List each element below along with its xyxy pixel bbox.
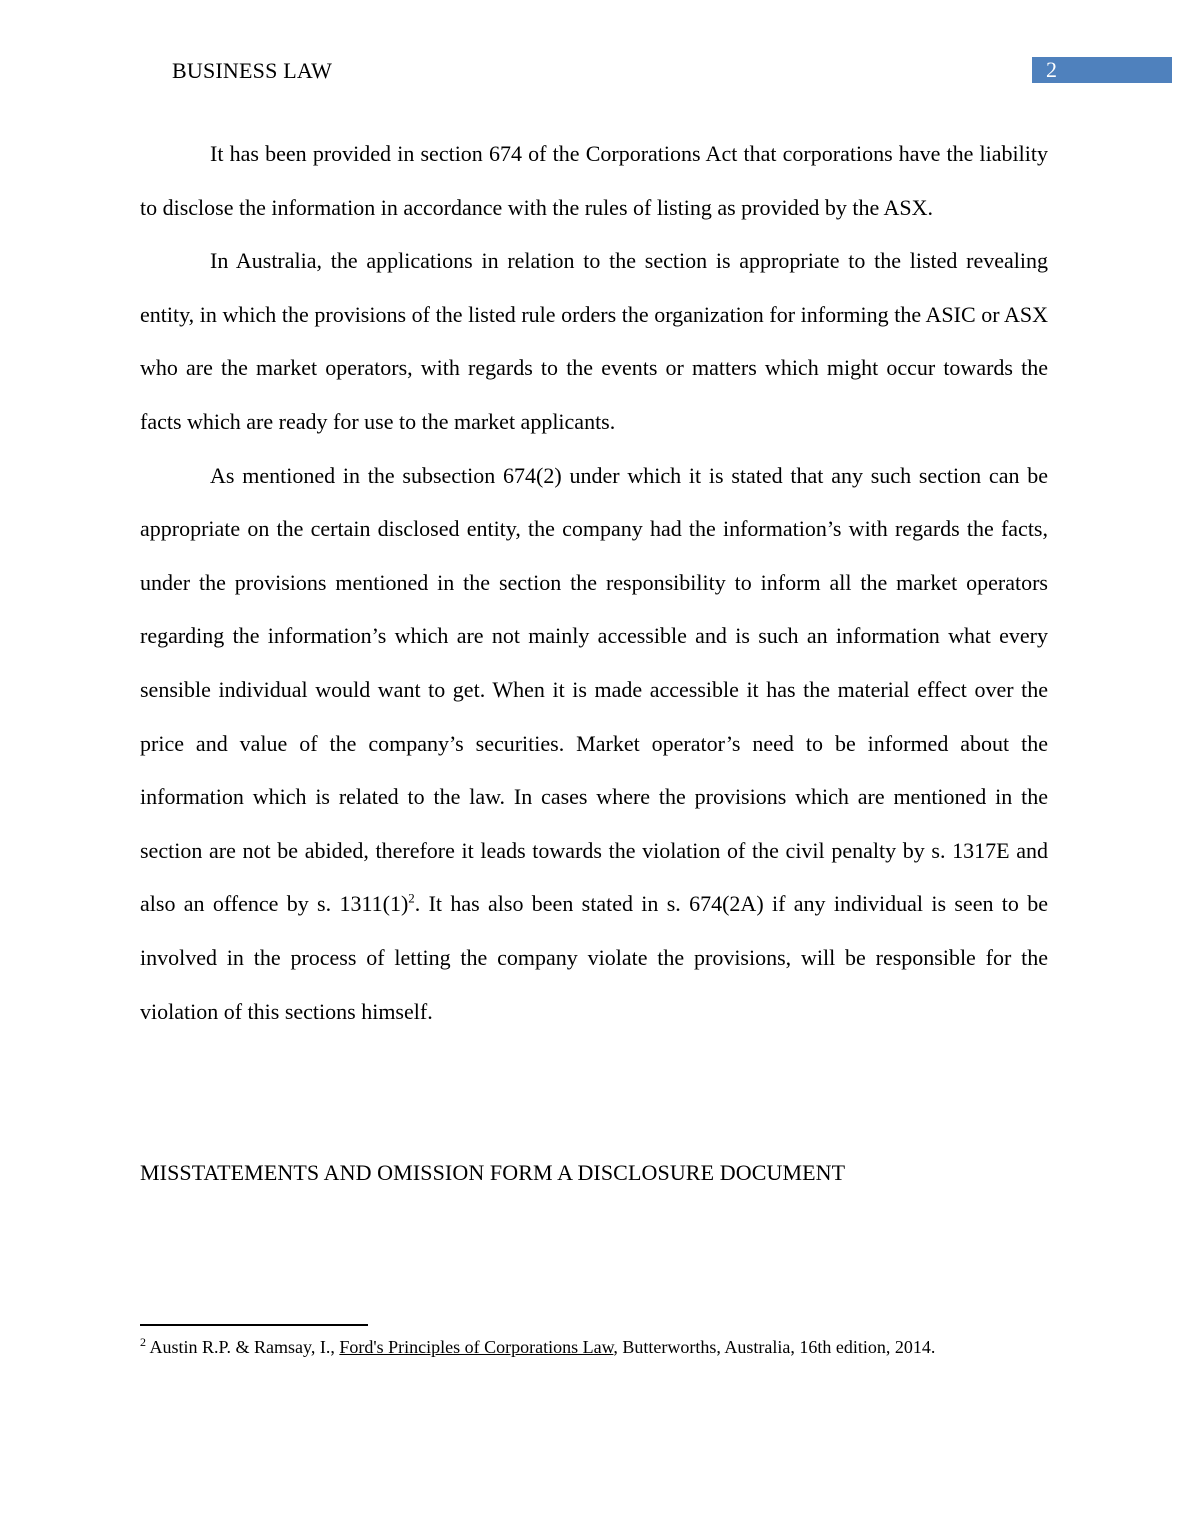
- section-heading: MISSTATEMENTS AND OMISSION FORM A DISCLOSURE DOCUMENT: [140, 1160, 846, 1185]
- running-header-title: BUSINESS LAW: [172, 58, 333, 83]
- footnote-reference[interactable]: 2: [408, 890, 415, 906]
- paragraph-3: [140, 449, 1048, 1039]
- document-body: [140, 127, 1048, 1038]
- page-number: 2: [1046, 57, 1057, 82]
- footnote-publication-details: , Butterworths, Australia, 16th edition, 2014.: [613, 1337, 936, 1357]
- paragraph-3-text-end: . It has also been stated in s. 674(2A) if any individual is seen to be involved in the process of letting the company violate the provisions, will be responsible for the violation of this sections himself.: [140, 891, 1048, 1024]
- footnote-separator: [140, 1324, 368, 1326]
- paragraph-1: It has been provided in section 674 of the Corporations Act that corporations have the liability to disclose the information in accordance with the rules of listing as provided by the ASX.: [140, 141, 1048, 220]
- footnote-marker: 2: [140, 1335, 146, 1349]
- footnote: [140, 1334, 1100, 1360]
- footnote-authors: Austin R.P. & Ramsay, I.,: [146, 1337, 340, 1357]
- footnote-book-title[interactable]: Ford's Principles of Corporations Law: [339, 1337, 614, 1357]
- paragraph-3-text-start: As mentioned in the subsection 674(2) under which it is stated that any such section can be appropriate on the certain disclosed entity, the company had the information’s with regards the facts, under the provisions mentioned in the section the responsibility to inform all the market operators regarding the information’s which are not mainly accessible and is such an information what every sensible individual would want to get. When it is made accessible it has the material effect over the price and value of the company’s securities. Market operator’s need to be informed about the information which is related to the law. In cases where the provisions which are mentioned in the section are not be abided, therefore it leads towards the violation of the civil penalty by s. 1317E and also an offence by s. 1311(1): [140, 462, 1048, 917]
- paragraph-2: In Australia, the applications in relation to the section is appropriate to the listed revealing entity, in which the provisions of the listed rule orders the organization for informing the ASIC or ASX who are the market operators, with regards to the events or matters which might occur towards the facts which are ready for use to the market applicants.: [140, 248, 1048, 434]
- page-number-badge: [1032, 57, 1172, 83]
